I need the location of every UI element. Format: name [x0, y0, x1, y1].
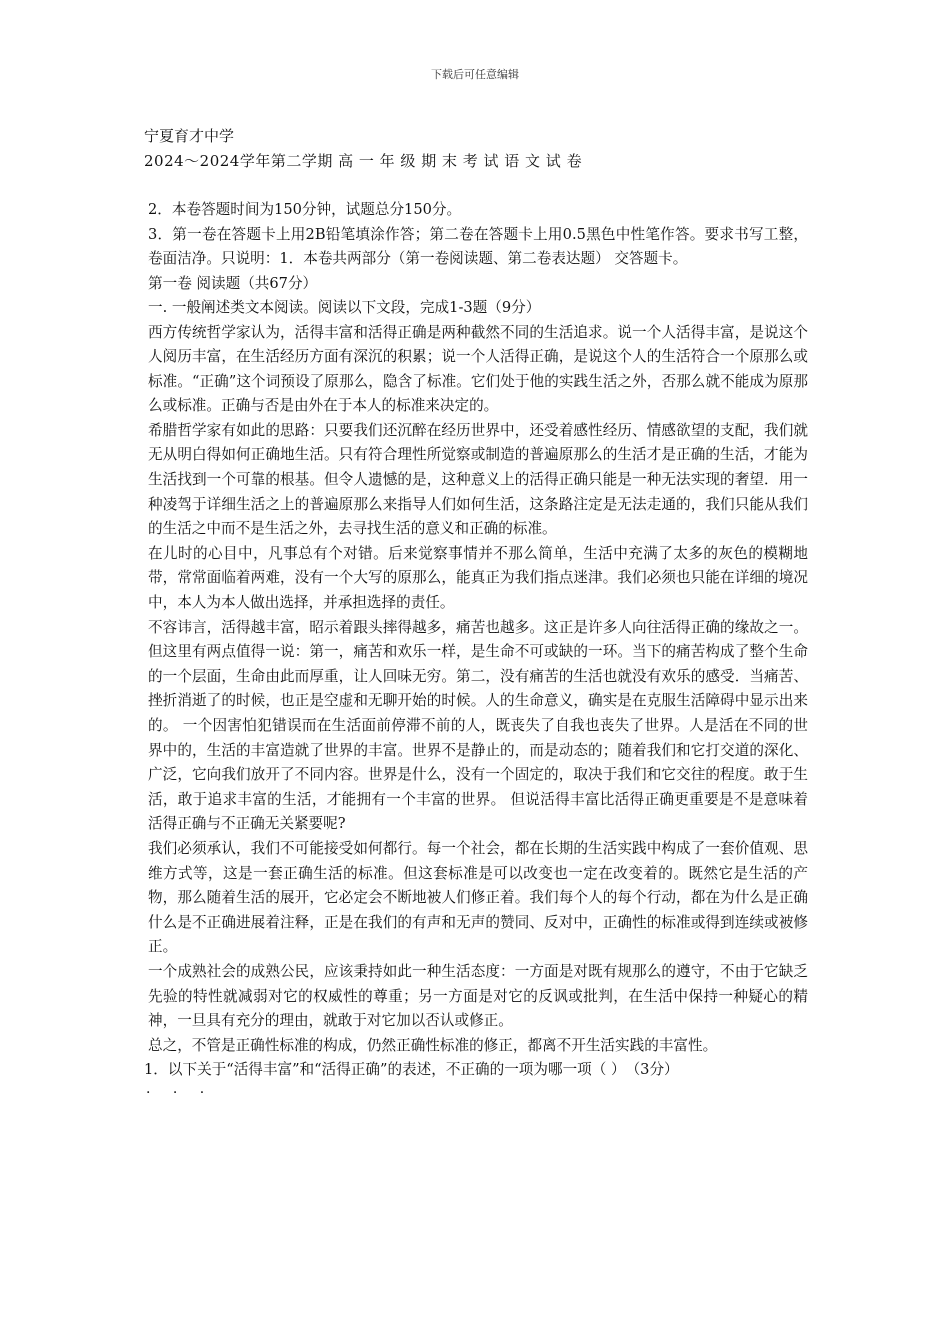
question-1: 1．以下关于“活得丰富”和“活得正确”的表述，不正确的一项为哪一项（ ） （3分）	[144, 1061, 679, 1079]
part-title: 一. 一般阐述类文本阅读。阅读以下文段，完成1-3题（9分）	[148, 299, 541, 316]
document-body	[144, 124, 808, 1103]
paragraph-5: 我们必须承认，我们不可能接受如何都行。每一个社会，都在长期的生活实践中构成了一套价值观、思维方式等，这是一套正确生活的标准。但这套标准是可以改变也一定在改变着的。既然它是生活的产物，那么随着生活的展开，它必定会不断地被人们修正着。我们每个人的每个行动，都在为什么是正确什么是不正确进展着注释，正是在我们的有声和无声的赞同、反对中，正确性的标准或得到连续或被修正。	[148, 839, 808, 956]
exam-title: 2024～2024学年第二学期 高 一 年 级 期 末 考 试 语 文 试 卷	[144, 152, 583, 170]
emphasis-dots: · · ·	[146, 1084, 214, 1101]
instruction-3: 3．第一卷在答题卡上用2B铅笔填涂作答；第二卷在答题卡上用0.5黑色中性笔作答。要求书写工整，卷面洁净。只说明：1．本卷共两部分（第一卷阅读题、第二卷表达题） 交答题卡。	[148, 225, 808, 267]
paragraph-2: 希腊哲学家有如此的思路：只要我们还沉醉在经历世界中，还受着感性经历、情感欲望的支配，我们就无从明白得如何正确地生活。只有符合理性所觉察或制造的普遍原那么的生活才是正确的生活，才能为生活找到一个可靠的根基。但令人遗憾的是，这种意义上的活得正确只能是一种无法实现的奢望．用一种凌驾于详细生活之上的普遍原那么来指导人们如何生活，这条路注定是无法走通的，我们只能从我们的生活之中而不是生活之外，去寻找生活的意义和正确的标准。	[148, 421, 808, 538]
paragraph-4: 不容讳言，活得越丰富，昭示着跟头摔得越多，痛苦也越多。这正是许多人向往活得正确的缘故之一。但这里有两点值得一说：第一，痛苦和欢乐一样，是生命不可或缺的一环。当下的痛苦构成了整个生命的一个层面，生命由此而厚重，让人回味无穷。第二，没有痛苦的生活也就没有欢乐的感受．当痛苦、挫折消逝了的时候，也正是空虚和无聊开始的时候。人的生命意义，确实是在克服生活障碍中显示出来的。 一个因害怕犯错误而在生活面前停滞不前的人，既丧失了自我也丧失了世界。人是活在不同的世界中的，生活的丰富造就了世界的丰富。世界不是静止的，而是动态的；随着我们和它打交道的深化、广泛，它向我们放开了不同内容。世界是什么，没有一个固定的，取决于我们和它交往的程度。敢于生活，敢于追求丰富的生活，才能拥有一个丰富的世界。 但说活得丰富比活得正确更重要是不是意味着活得正确与不正确无关紧要呢?	[148, 618, 808, 833]
header-note: 下载后可任意编辑	[431, 68, 519, 81]
paragraph-7: 总之，不管是正确性标准的构成，仍然正确性标准的修正，都离不开生活实践的丰富性。	[148, 1036, 718, 1054]
paragraph-3: 在儿时的心目中，凡事总有个对错。后来觉察事情并不那么简单，生活中充满了太多的灰色的模糊地带，常常面临着两难，没有一个大写的原那么，能真正为我们指点迷津。我们必须也只能在详细的境况中，本人为本人做出选择，并承担选择的责任。	[148, 544, 808, 612]
instructions	[144, 198, 808, 272]
paragraph-1: 西方传统哲学家认为，活得丰富和活得正确是两种截然不同的生活追求。说一个人活得丰富，是说这个人阅历丰富，在生活经历方面有深沉的积累；说一个人活得正确，是说这个人的生活符合一个原那么或标准。“正确”这个词预设了原那么，隐含了标准。它们处于他的实践生活之外，否那么就不能成为原那么或标准。正确与否是由外在于本人的标准来决定的。	[148, 323, 808, 415]
paragraph-6: 一个成熟社会的成熟公民，应该秉持如此一种生活态度：一方面是对既有规那么的遵守，不由于它缺乏先验的特性就减弱对它的权威性的尊重；另一方面是对它的反讽或批判，在生活中保持一种疑心的精神，一旦具有充分的理由，就敢于对它加以否认或修正。	[148, 962, 808, 1030]
instruction-2: 2．本卷答题时间为150分钟，试题总分150分。	[148, 201, 462, 218]
section-title: 第一卷 阅读题（共67分）	[148, 274, 318, 292]
school-name: 宁夏育才中学	[144, 127, 235, 145]
